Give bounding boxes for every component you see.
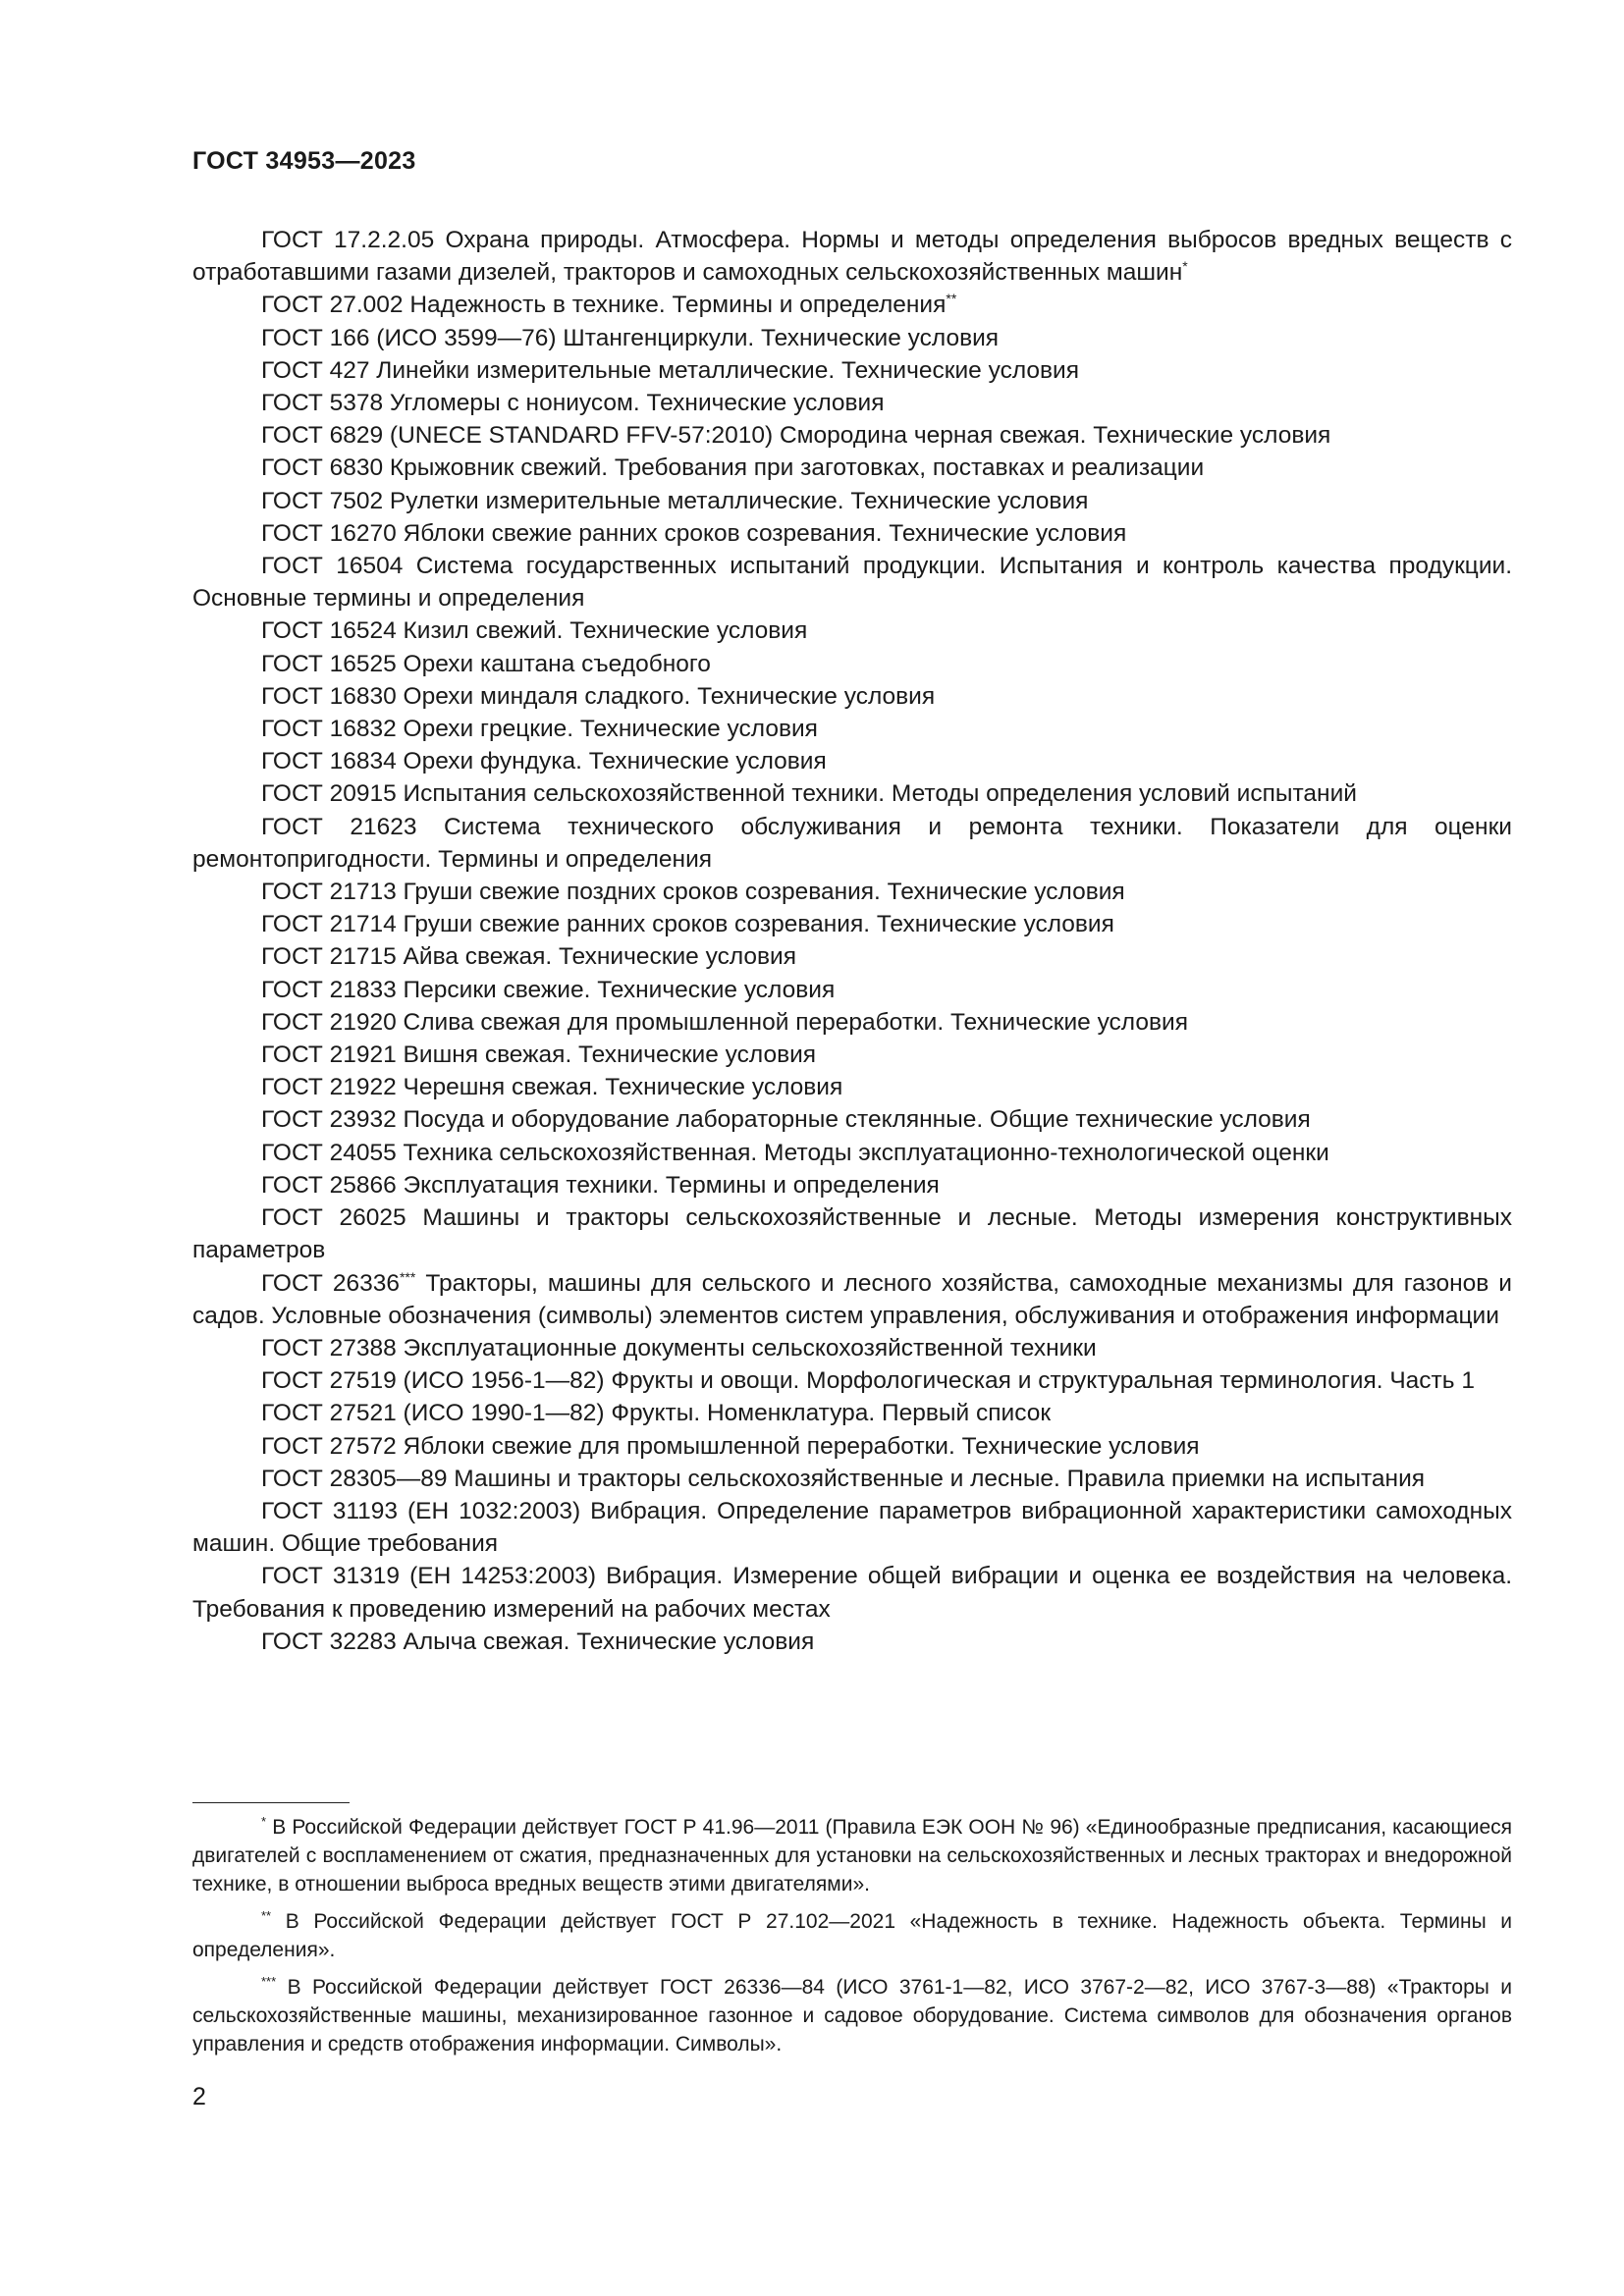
reference-item: ГОСТ 6829 (UNECE STANDARD FFV-57:2010) Смородина черная свежая. Технические условия (261, 422, 1331, 450)
reference-item: ГОСТ 16830 Орехи миндаля сладкого. Технические условия (261, 682, 936, 710)
reference-item: ГОСТ 5378 Угломеры с нониусом. Технические условия (261, 390, 885, 417)
reference-text: ГОСТ 26336 (261, 1269, 400, 1297)
footnote-marker: ** (946, 291, 957, 307)
footnote-text: В Российской Федерации действует ГОСТ Р 41.96—2011 (Правила ЕЭК ООН № 96) «Единообразные предписания, касающиеся двигателей с воспламенением от сжатия, предназначенных для установки на сельскохозяйственных и лесных тракторах и внедорожной технике, в отношении выброса вредных веществ этими двигателями». (192, 1816, 1512, 1896)
reference-item: ГОСТ 25866 Эксплуатация техники. Термины и определения (261, 1171, 940, 1199)
reference-item: ГОСТ 24055 Техника сельскохозяйственная. Методы эксплуатационно-технологической оценки (261, 1139, 1329, 1166)
reference-item: ГОСТ 23932 Посуда и оборудование лабораторные стеклянные. Общие технические условия (261, 1106, 1311, 1134)
reference-item: ГОСТ 26025 Машины и тракторы сельскохозяйственные и лесные. Методы измерения конструктивных параметров (192, 1204, 1512, 1264)
reference-item: ГОСТ 16525 Орехи каштана съедобного (261, 650, 711, 677)
reference-item: ГОСТ 21714 Груши свежие ранних сроков созревания. Технические условия (261, 911, 1114, 938)
reference-item: ГОСТ 166 (ИСО 3599—76) Штангенциркули. Технические условия (261, 324, 1000, 351)
reference-item: ГОСТ 31319 (ЕН 14253:2003) Вибрация. Измерение общей вибрации и оценка ее воздействия на человека. Требования к проведению измерений на рабочих местах (192, 1563, 1512, 1623)
reference-item: ГОСТ 27519 (ИСО 1956-1—82) Фрукты и овощи. Морфологическая и структуральная терминология. Часть 1 (261, 1367, 1475, 1395)
document-header: ГОСТ 34953—2023 (192, 147, 416, 175)
footnote-marker: * (261, 1814, 267, 1829)
reference-item (192, 1267, 1512, 1332)
reference-item: ГОСТ 7502 Рулетки измерительные металлические. Технические условия (261, 487, 1089, 514)
reference-item: ГОСТ 20915 Испытания сельскохозяйственной техники. Методы определения условий испытаний (261, 780, 1357, 808)
reference-item: ГОСТ 16832 Орехи грецкие. Технические условия (261, 716, 818, 743)
footnote (192, 1973, 1512, 2058)
footnote-text: В Российской Федерации действует ГОСТ Р 27.102—2021 «Надежность в технике. Надежность объекта. Термины и определения». (192, 1910, 1512, 1961)
reference-item: ГОСТ 427 Линейки измерительные металлические. Технические условия (261, 356, 1079, 384)
reference-item: ГОСТ 21833 Персики свежие. Технические условия (261, 976, 836, 1003)
normative-references-list (192, 224, 1512, 1658)
footnote-marker: ** (261, 1908, 272, 1923)
reference-item: ГОСТ 21922 Черешня свежая. Технические условия (261, 1074, 843, 1101)
reference-item: ГОСТ 6830 Крыжовник свежий. Требования при заготовках, поставках и реализации (261, 454, 1205, 482)
reference-item: ГОСТ 16270 Яблоки свежие ранних сроков созревания. Технические условия (261, 519, 1127, 547)
reference-item: ГОСТ 21713 Груши свежие поздних сроков созревания. Технические условия (261, 879, 1125, 906)
footnote-marker: *** (261, 1974, 277, 1989)
reference-item: ГОСТ 21623 Система технического обслуживания и ремонта техники. Показатели для оценки ремонтопригодности. Термины и определения (192, 813, 1512, 873)
reference-text: ГОСТ 17.2.2.05 Охрана природы. Атмосфера. Нормы и методы определения выбросов вредных веществ с отработавшими газами дизелей, тракторов и самоходных сельскохозяйственных машин (192, 227, 1512, 287)
footnote-marker: * (1182, 258, 1188, 275)
reference-item (192, 224, 1512, 289)
reference-text-continued: Тракторы, машины для сельского и лесного хозяйства, самоходные механизмы для газонов и садов. Условные обозначения (символы) элементов систем управления, обслуживания и отображения информации (192, 1269, 1512, 1329)
reference-item: ГОСТ 28305—89 Машины и тракторы сельскохозяйственные и лесные. Правила приемки на испытания (261, 1465, 1426, 1492)
reference-item: ГОСТ 16524 Кизил свежий. Технические условия (261, 617, 808, 645)
page-number: 2 (192, 2083, 206, 2110)
footnote-text: В Российской Федерации действует ГОСТ 26336—84 (ИСО 3761-1—82, ИСО 3767-2—82, ИСО 3767-3—88) «Тракторы и сельскохозяйственные машины, механизированное газонное и садовое оборудование. Система символов для обозначения органов управления и средств отображения информации. Символы». (192, 1976, 1512, 2056)
footnote (192, 1907, 1512, 1964)
footnote-marker: *** (399, 1268, 416, 1285)
reference-item (192, 289, 1512, 321)
reference-item: ГОСТ 21920 Слива свежая для промышленной переработки. Технические условия (261, 1008, 1188, 1036)
reference-item: ГОСТ 21921 Вишня свежая. Технические условия (261, 1041, 817, 1069)
reference-item: ГОСТ 27572 Яблоки свежие для промышленной переработки. Технические условия (261, 1432, 1200, 1460)
reference-item: ГОСТ 16504 Система государственных испытаний продукции. Испытания и контроль качества продукции. Основные термины и определения (192, 553, 1512, 613)
reference-item: ГОСТ 27388 Эксплуатационные документы сельскохозяйственной техники (261, 1334, 1097, 1362)
footnote (192, 1813, 1512, 1898)
footnote-separator (192, 1802, 350, 1803)
reference-item: ГОСТ 27521 (ИСО 1990-1—82) Фрукты. Номенклатура. Первый список (261, 1400, 1052, 1427)
footnotes (192, 1813, 1512, 2067)
reference-item: ГОСТ 21715 Айва свежая. Технические условия (261, 943, 796, 971)
reference-text: ГОСТ 27.002 Надежность в технике. Термины и определения (261, 292, 947, 319)
reference-item: ГОСТ 16834 Орехи фундука. Технические условия (261, 748, 827, 775)
reference-item: ГОСТ 31193 (ЕН 1032:2003) Вибрация. Определение параметров вибрационной характеристики самоходных машин. Общие требования (192, 1497, 1512, 1558)
reference-item: ГОСТ 32283 Алыча свежая. Технические условия (261, 1628, 815, 1655)
